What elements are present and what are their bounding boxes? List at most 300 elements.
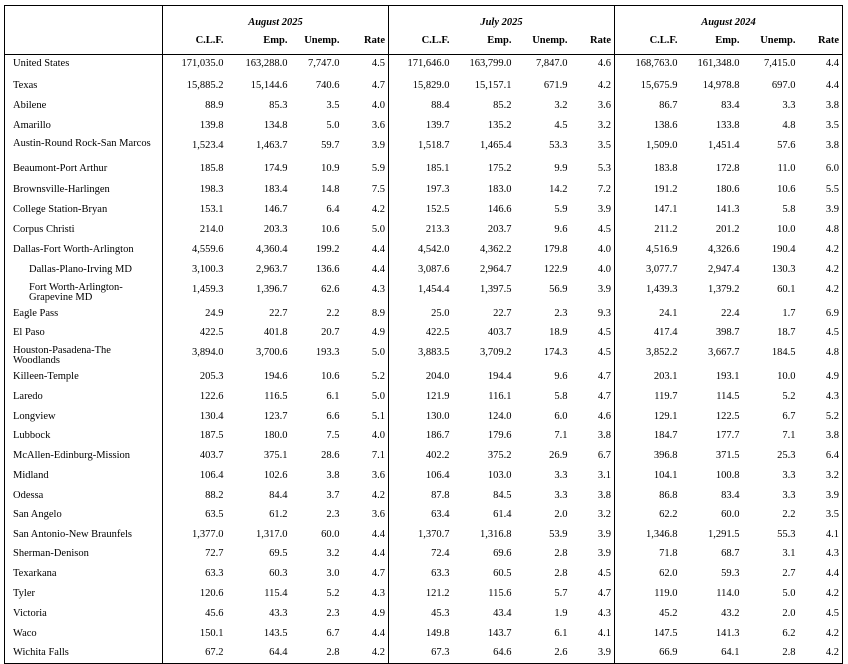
value-cell-unemp: 7.5: [326, 429, 340, 441]
value-cell-unemp: 14.8: [321, 183, 340, 195]
value-cell-clf: 86.8: [615, 487, 681, 506]
table-row: [5, 644, 843, 664]
area-name-cell: Dallas-Plano-Irving MD: [29, 263, 132, 275]
value-cell-rate: 4.6: [597, 58, 611, 69]
value-cell-unemp: 56.9: [549, 283, 568, 295]
value-cell-rate: 4.6: [597, 410, 611, 422]
value-cell-unemp: 60.0: [321, 528, 340, 540]
value-cell-unemp: 2.3: [326, 508, 340, 520]
table-row: [5, 467, 843, 487]
area-name-cell: Odessa: [13, 489, 44, 501]
value-cell-rate: 3.1: [597, 469, 611, 481]
value-cell-rate: 4.2: [371, 203, 385, 215]
value-cell-clf: 198.3: [163, 181, 227, 201]
value-cell-rate: 5.2: [825, 410, 839, 422]
value-cell-unemp: 59.7: [321, 139, 340, 151]
value-cell-unemp: 2.2: [782, 508, 796, 520]
value-cell-rate: 4.2: [825, 627, 839, 639]
value-cell-rate: 5.1: [371, 410, 385, 422]
value-cell-rate: 4.8: [825, 346, 839, 358]
value-cell-emp: 1,316.8: [480, 528, 512, 540]
value-cell-emp: 3,709.2: [480, 346, 512, 358]
value-cell-rate: 4.8: [825, 223, 839, 235]
value-cell-emp: 375.1: [263, 449, 288, 461]
value-cell-unemp: 2.2: [326, 307, 340, 319]
value-cell-emp: 43.4: [493, 607, 512, 619]
area-name-cell: Laredo: [13, 390, 43, 402]
area-name-cell: Sherman-Denison: [13, 547, 89, 559]
value-cell-emp: 1,465.4: [480, 139, 512, 151]
value-cell-rate: 4.4: [371, 547, 385, 559]
value-cell-clf: 72.7: [163, 545, 227, 565]
table-row: [5, 181, 843, 201]
value-cell-emp: 179.6: [487, 429, 512, 441]
value-cell-unemp: 5.9: [554, 203, 568, 215]
value-cell-emp: 114.5: [716, 390, 740, 402]
value-cell-unemp: 53.9: [549, 528, 568, 540]
value-cell-unemp: 28.6: [321, 449, 340, 461]
value-cell-unemp: 184.5: [771, 346, 796, 358]
value-cell-emp: 116.1: [488, 390, 512, 402]
value-cell-unemp: 18.7: [777, 326, 796, 338]
value-cell-emp: 64.1: [721, 646, 740, 658]
value-cell-clf: 63.3: [163, 565, 227, 585]
column-header-rate: Rate: [571, 28, 615, 55]
value-cell-clf: 86.7: [615, 97, 681, 117]
value-cell-clf: 147.1: [615, 201, 681, 221]
value-cell-clf: 25.0: [389, 305, 453, 324]
value-cell-unemp: 2.3: [326, 607, 340, 619]
value-cell-emp: 1,451.4: [708, 139, 740, 151]
value-cell-clf: 422.5: [389, 324, 453, 344]
table-row: [5, 447, 843, 467]
value-cell-emp: 403.7: [487, 326, 512, 338]
value-cell-emp: 180.0: [263, 429, 288, 441]
value-cell-unemp: 3.5: [326, 99, 340, 111]
value-cell-emp: 183.4: [263, 183, 288, 195]
value-cell-rate: 3.9: [597, 547, 611, 559]
area-name-cell: Killeen-Temple: [13, 370, 79, 382]
value-cell-emp: 84.5: [493, 489, 512, 501]
period-header-aug-2024: August 2024: [615, 6, 843, 29]
value-cell-clf: 191.2: [615, 181, 681, 201]
area-name-cell: Houston-Pasadena-The Woodlands: [13, 344, 111, 366]
value-cell-emp: 69.6: [493, 547, 512, 559]
value-cell-unemp: 57.6: [777, 139, 796, 151]
value-cell-clf: 63.4: [389, 506, 453, 526]
table-row: [5, 117, 843, 137]
value-cell-emp: 1,397.5: [480, 283, 512, 295]
value-cell-rate: 4.4: [825, 79, 839, 91]
value-cell-unemp: 3.1: [782, 547, 796, 559]
value-cell-emp: 1,463.7: [256, 139, 288, 151]
value-cell-unemp: 5.8: [554, 390, 568, 402]
value-cell-emp: 201.2: [715, 223, 740, 235]
value-cell-rate: 4.4: [371, 263, 385, 275]
value-cell-emp: 375.2: [487, 449, 512, 461]
value-cell-emp: 203.7: [487, 223, 512, 235]
value-cell-unemp: 5.2: [326, 587, 340, 599]
value-cell-rate: 4.2: [825, 263, 839, 275]
value-cell-unemp: 2.8: [554, 547, 568, 559]
value-cell-clf: 3,894.0: [163, 344, 227, 368]
value-cell-emp: 3,667.7: [708, 346, 740, 358]
value-cell-unemp: 53.3: [549, 139, 568, 151]
value-cell-clf: 106.4: [389, 467, 453, 487]
value-cell-emp: 61.4: [493, 508, 512, 520]
area-name-cell: McAllen-Edinburg-Mission: [13, 449, 131, 461]
value-cell-emp: 122.5: [715, 410, 740, 422]
value-cell-unemp: 26.9: [549, 449, 568, 461]
value-cell-unemp: 3.8: [326, 469, 340, 481]
value-cell-emp: 177.7: [715, 429, 740, 441]
value-cell-emp: 133.8: [715, 119, 740, 131]
value-cell-unemp: 9.6: [554, 223, 568, 235]
value-cell-emp: 102.6: [263, 469, 288, 481]
value-cell-clf: 204.0: [389, 368, 453, 388]
value-cell-clf: 153.1: [163, 201, 227, 221]
value-cell-clf: 129.1: [615, 408, 681, 427]
value-cell-rate: 4.2: [371, 646, 385, 658]
value-cell-rate: 5.0: [371, 346, 385, 358]
value-cell-rate: 6.4: [825, 449, 839, 461]
value-cell-rate: 4.0: [597, 263, 611, 275]
value-cell-clf: 4,542.0: [389, 241, 453, 261]
value-cell-rate: 4.1: [825, 528, 839, 540]
column-header-rate: Rate: [343, 28, 389, 55]
column-header-clf: C.L.F.: [163, 28, 227, 55]
value-cell-unemp: 5.2: [782, 390, 796, 402]
value-cell-clf: 422.5: [163, 324, 227, 344]
area-name-cell: San Antonio-New Braunfels: [13, 528, 132, 540]
value-cell-rate: 3.6: [371, 469, 385, 481]
value-cell-rate: 4.5: [371, 58, 385, 69]
value-cell-emp: 135.2: [487, 119, 512, 131]
value-cell-emp: 64.4: [269, 646, 288, 658]
value-cell-unemp: 9.9: [554, 162, 568, 174]
table-row: [5, 77, 843, 97]
value-cell-unemp: 6.2: [782, 627, 796, 639]
table-row: [5, 97, 843, 117]
value-cell-clf: 205.3: [163, 368, 227, 388]
labor-force-table-container: [4, 5, 843, 664]
value-cell-clf: 24.1: [615, 305, 681, 324]
value-cell-unemp: 3.2: [554, 99, 568, 111]
area-name-cell: Brownsville-Harlingen: [13, 183, 110, 195]
value-cell-rate: 3.6: [371, 119, 385, 131]
area-name-cell: College Station-Bryan: [13, 203, 108, 215]
value-cell-clf: 168,763.0: [615, 55, 681, 77]
table-row: [5, 201, 843, 221]
value-cell-clf: 185.1: [389, 160, 453, 181]
value-cell-clf: 1,523.4: [163, 137, 227, 160]
value-cell-emp: 84.4: [269, 489, 288, 501]
value-cell-emp: 22.7: [269, 307, 288, 319]
value-cell-clf: 147.5: [615, 625, 681, 644]
value-cell-clf: 62.2: [615, 506, 681, 526]
value-cell-clf: 138.6: [615, 117, 681, 137]
value-cell-unemp: 6.1: [326, 390, 340, 402]
area-name-cell: Beaumont-Port Arthur: [13, 162, 108, 174]
area-name-cell: Fort Worth-Arlington-Grapevine MD: [29, 281, 123, 303]
value-cell-rate: 3.5: [597, 139, 611, 151]
value-cell-emp: 1,396.7: [256, 283, 288, 295]
value-cell-rate: 5.0: [371, 390, 385, 402]
value-cell-unemp: 3.3: [782, 489, 796, 501]
table-row: [5, 625, 843, 644]
value-cell-rate: 3.5: [825, 508, 839, 520]
value-cell-emp: 115.6: [488, 587, 512, 599]
area-name-cell: Corpus Christi: [13, 223, 75, 235]
value-cell-emp: 1,317.0: [256, 528, 288, 540]
value-cell-unemp: 179.8: [543, 243, 568, 255]
value-cell-clf: 120.6: [163, 585, 227, 605]
value-cell-clf: 1,377.0: [163, 526, 227, 545]
value-cell-clf: 187.5: [163, 427, 227, 447]
area-name-cell: United States: [13, 58, 70, 69]
value-cell-rate: 4.2: [597, 79, 611, 91]
value-cell-clf: 139.7: [389, 117, 453, 137]
value-cell-clf: 197.3: [389, 181, 453, 201]
value-cell-clf: 3,087.6: [389, 261, 453, 281]
value-cell-emp: 43.2: [721, 607, 740, 619]
value-cell-rate: 3.8: [597, 429, 611, 441]
value-cell-clf: 185.8: [163, 160, 227, 181]
value-cell-clf: 211.2: [615, 221, 681, 241]
value-cell-emp: 61.2: [269, 508, 288, 520]
value-cell-rate: 4.5: [597, 223, 611, 235]
value-cell-clf: 1,459.3: [163, 281, 227, 305]
value-cell-clf: 15,829.0: [389, 77, 453, 97]
table-row: [5, 368, 843, 388]
value-cell-rate: 3.9: [597, 203, 611, 215]
value-cell-rate: 4.2: [825, 587, 839, 599]
value-cell-emp: 163,799.0: [469, 58, 512, 69]
value-cell-rate: 3.5: [825, 119, 839, 131]
value-cell-unemp: 122.9: [543, 263, 568, 275]
value-cell-emp: 143.7: [487, 627, 512, 639]
value-cell-unemp: 3.3: [782, 99, 796, 111]
value-cell-rate: 3.2: [597, 119, 611, 131]
table-row: [5, 487, 843, 506]
value-cell-unemp: 5.0: [782, 587, 796, 599]
value-cell-emp: 100.8: [715, 469, 740, 481]
value-cell-unemp: 62.6: [321, 283, 340, 295]
column-header-clf: C.L.F.: [389, 28, 453, 55]
value-cell-emp: 146.6: [487, 203, 512, 215]
value-cell-emp: 103.0: [487, 469, 512, 481]
value-cell-rate: 4.5: [597, 567, 611, 579]
value-cell-unemp: 136.6: [315, 263, 340, 275]
value-cell-unemp: 671.9: [543, 79, 568, 91]
column-header-emp: Emp.: [453, 28, 515, 55]
value-cell-rate: 4.4: [371, 528, 385, 540]
value-cell-unemp: 199.2: [315, 243, 340, 255]
value-cell-emp: 115.4: [264, 587, 288, 599]
period-header-aug-2025: August 2025: [163, 6, 389, 29]
value-cell-unemp: 130.3: [771, 263, 796, 275]
value-cell-emp: 4,362.2: [480, 243, 512, 255]
value-cell-clf: 119.0: [615, 585, 681, 605]
value-cell-unemp: 10.6: [321, 223, 340, 235]
value-cell-emp: 146.7: [263, 203, 288, 215]
column-header-emp: Emp.: [227, 28, 291, 55]
area-name-cell: Austin-Round Rock-San Marcos: [13, 137, 151, 149]
value-cell-unemp: 10.0: [777, 223, 796, 235]
table-row: [5, 305, 843, 324]
value-cell-clf: 3,077.7: [615, 261, 681, 281]
value-cell-emp: 22.7: [493, 307, 512, 319]
value-cell-emp: 69.5: [269, 547, 288, 559]
value-cell-clf: 106.4: [163, 467, 227, 487]
value-cell-rate: 4.7: [597, 390, 611, 402]
table-row: [5, 241, 843, 261]
value-cell-unemp: 20.7: [321, 326, 340, 338]
value-cell-clf: 403.7: [163, 447, 227, 467]
value-cell-clf: 139.8: [163, 117, 227, 137]
value-cell-rate: 3.2: [597, 508, 611, 520]
value-cell-unemp: 6.4: [326, 203, 340, 215]
value-cell-clf: 171,035.0: [163, 55, 227, 77]
value-cell-clf: 130.0: [389, 408, 453, 427]
value-cell-emp: 114.0: [716, 587, 740, 599]
value-cell-rate: 4.7: [371, 567, 385, 579]
value-cell-rate: 4.2: [825, 283, 839, 295]
value-cell-unemp: 10.9: [321, 162, 340, 174]
value-cell-emp: 141.3: [715, 627, 740, 639]
value-cell-unemp: 7,415.0: [764, 58, 796, 69]
value-cell-unemp: 7.1: [782, 429, 796, 441]
value-cell-clf: 4,516.9: [615, 241, 681, 261]
value-cell-rate: 3.9: [371, 139, 385, 151]
value-cell-unemp: 60.1: [777, 283, 796, 295]
table-row: [5, 324, 843, 344]
value-cell-emp: 124.0: [487, 410, 512, 422]
value-cell-rate: 3.8: [597, 489, 611, 501]
value-cell-clf: 121.9: [389, 388, 453, 408]
value-cell-unemp: 3.0: [326, 567, 340, 579]
period-header-jul-2025: July 2025: [389, 6, 615, 29]
value-cell-clf: 72.4: [389, 545, 453, 565]
value-cell-unemp: 174.3: [543, 346, 568, 358]
value-cell-emp: 85.3: [269, 99, 288, 111]
value-cell-unemp: 25.3: [777, 449, 796, 461]
value-cell-unemp: 18.9: [549, 326, 568, 338]
value-cell-unemp: 6.6: [326, 410, 340, 422]
area-name-cell: Texarkana: [13, 567, 57, 579]
value-cell-unemp: 3.3: [554, 469, 568, 481]
value-cell-clf: 3,852.2: [615, 344, 681, 368]
value-cell-rate: 4.4: [371, 627, 385, 639]
column-header-clf: C.L.F.: [615, 28, 681, 55]
table-row: [5, 281, 843, 305]
value-cell-clf: 15,885.2: [163, 77, 227, 97]
value-cell-rate: 4.7: [371, 79, 385, 91]
value-cell-unemp: 697.0: [771, 79, 796, 91]
value-cell-emp: 371.5: [715, 449, 740, 461]
value-cell-unemp: 3.2: [326, 547, 340, 559]
value-cell-unemp: 6.7: [326, 627, 340, 639]
value-cell-rate: 3.6: [371, 508, 385, 520]
table-row: [5, 526, 843, 545]
value-cell-unemp: 4.8: [782, 119, 796, 131]
value-cell-clf: 152.5: [389, 201, 453, 221]
area-name-cell: Texas: [13, 79, 38, 91]
value-cell-clf: 24.9: [163, 305, 227, 324]
value-cell-rate: 4.3: [371, 283, 385, 295]
value-cell-unemp: 2.3: [554, 307, 568, 319]
value-cell-emp: 163,288.0: [245, 58, 288, 69]
value-cell-rate: 3.6: [597, 99, 611, 111]
value-cell-unemp: 10.6: [321, 370, 340, 382]
value-cell-unemp: 4.5: [554, 119, 568, 131]
value-cell-rate: 4.3: [597, 607, 611, 619]
table-row: [5, 388, 843, 408]
value-cell-rate: 3.8: [825, 99, 839, 111]
value-cell-clf: 63.5: [163, 506, 227, 526]
value-cell-clf: 214.0: [163, 221, 227, 241]
value-cell-clf: 87.8: [389, 487, 453, 506]
column-header-rate: Rate: [799, 28, 843, 55]
area-name-cell: Dallas-Fort Worth-Arlington: [13, 243, 134, 255]
area-header-blank: [5, 6, 163, 29]
value-cell-unemp: 7.1: [554, 429, 568, 441]
value-cell-unemp: 6.0: [554, 410, 568, 422]
value-cell-unemp: 10.6: [777, 183, 796, 195]
value-cell-rate: 4.5: [825, 326, 839, 338]
value-cell-clf: 45.2: [615, 605, 681, 625]
value-cell-emp: 43.3: [269, 607, 288, 619]
value-cell-unemp: 1.7: [782, 307, 796, 319]
value-cell-clf: 1,439.3: [615, 281, 681, 305]
value-cell-unemp: 2.0: [782, 607, 796, 619]
value-cell-unemp: 11.0: [777, 162, 796, 174]
area-name-cell: Abilene: [13, 99, 47, 111]
value-cell-emp: 83.4: [721, 489, 740, 501]
value-cell-rate: 5.9: [371, 162, 385, 174]
value-cell-clf: 183.8: [615, 160, 681, 181]
value-cell-clf: 45.6: [163, 605, 227, 625]
column-header-unemp: Unemp.: [743, 28, 799, 55]
value-cell-clf: 66.9: [615, 644, 681, 664]
value-cell-emp: 398.7: [715, 326, 740, 338]
area-name-cell: Tyler: [13, 587, 36, 599]
value-cell-unemp: 2.8: [554, 567, 568, 579]
value-cell-rate: 3.8: [825, 429, 839, 441]
value-cell-rate: 6.0: [825, 162, 839, 174]
value-cell-emp: 143.5: [263, 627, 288, 639]
table-row: [5, 160, 843, 181]
value-cell-clf: 4,559.6: [163, 241, 227, 261]
value-cell-emp: 60.5: [493, 567, 512, 579]
area-column-header: [5, 28, 163, 55]
labor-force-table: [4, 5, 843, 664]
area-name-cell: Lubbock: [13, 429, 51, 441]
value-cell-rate: 4.0: [597, 243, 611, 255]
value-cell-emp: 180.6: [715, 183, 740, 195]
value-cell-clf: 122.6: [163, 388, 227, 408]
value-cell-emp: 4,360.4: [256, 243, 288, 255]
value-cell-clf: 171,646.0: [389, 55, 453, 77]
value-cell-clf: 213.3: [389, 221, 453, 241]
table-row: [5, 221, 843, 241]
value-cell-unemp: 9.6: [554, 370, 568, 382]
value-cell-clf: 149.8: [389, 625, 453, 644]
value-cell-clf: 1,370.7: [389, 526, 453, 545]
value-cell-rate: 3.8: [825, 139, 839, 151]
value-cell-rate: 5.3: [597, 162, 611, 174]
value-cell-rate: 3.9: [825, 203, 839, 215]
